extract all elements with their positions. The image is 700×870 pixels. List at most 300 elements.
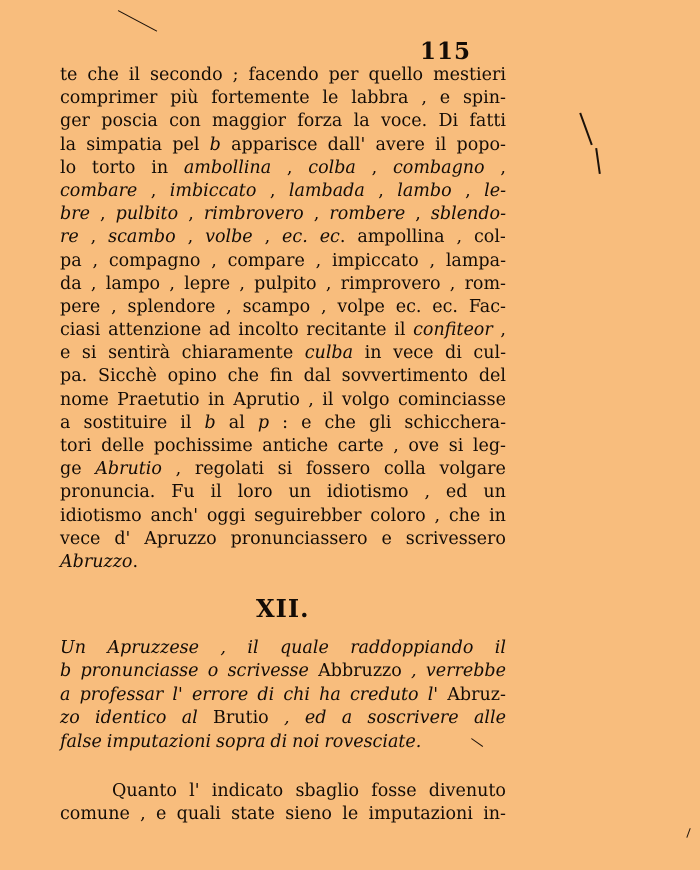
word-part: p: [257, 412, 270, 433]
word-part: cul-: [473, 343, 506, 364]
word-part: ,: [264, 227, 271, 248]
word: [204, 203, 304, 226]
word-part: regolati: [194, 459, 264, 480]
word: [229, 412, 245, 435]
word: [342, 365, 468, 388]
word-part: combagno: [393, 157, 485, 178]
word: [140, 803, 146, 826]
word-part: ,: [378, 180, 384, 201]
word: [292, 731, 319, 754]
word: [457, 134, 506, 157]
word: [434, 505, 440, 528]
body-paragraph-continued: [60, 780, 506, 826]
word: [341, 273, 441, 296]
word-part: Di: [438, 111, 459, 132]
word-part: al: [228, 412, 245, 433]
word-part: mestieri: [433, 65, 506, 85]
text-line: [60, 180, 506, 203]
word-part: volbe: [205, 227, 253, 248]
word-part: che: [448, 505, 481, 526]
word: [445, 342, 462, 365]
word-part: gli: [368, 412, 392, 433]
word-part: sieno: [285, 804, 332, 825]
word-part: un: [288, 482, 312, 503]
word-part: poscia: [101, 111, 158, 132]
word-part: ,: [111, 296, 117, 317]
word-part: comprimer: [60, 88, 158, 109]
text-line: [60, 637, 506, 660]
word: [249, 64, 319, 87]
text-line: [60, 226, 506, 249]
text-line: [60, 707, 506, 730]
section-summary: [60, 637, 506, 754]
word-part: ,: [239, 273, 245, 294]
word: [107, 637, 199, 660]
word-part: raddoppiando: [350, 638, 474, 658]
word-part: ha: [319, 684, 341, 705]
word: [354, 110, 370, 133]
word: [326, 273, 332, 296]
text-line: [60, 250, 506, 273]
word-part: incolto: [238, 320, 299, 341]
word-part: ,: [411, 661, 417, 682]
text-line: [60, 296, 506, 319]
word-part: idiotismo: [326, 482, 409, 503]
word: [473, 342, 506, 365]
text-line: [60, 87, 506, 110]
word-part: identico: [95, 708, 167, 729]
word-part: lampa-: [445, 250, 506, 271]
word-part: ,: [187, 227, 194, 248]
word: [211, 250, 217, 273]
word-part: più: [170, 88, 199, 109]
word-part: rom-: [464, 273, 506, 294]
word-part: sopra: [216, 731, 266, 752]
word: [327, 481, 409, 504]
text-line: [60, 731, 506, 754]
word: [154, 435, 253, 458]
word: [176, 458, 182, 481]
word-part: fortemente: [211, 88, 310, 109]
word: [440, 87, 450, 110]
word: [396, 296, 422, 319]
word: [265, 226, 271, 249]
word: [60, 157, 76, 180]
word-part: secondo: [149, 65, 223, 85]
word: [316, 250, 322, 273]
word: [87, 64, 118, 87]
word-part: vece: [60, 528, 101, 549]
word: [342, 803, 358, 826]
word-part: zo: [60, 708, 80, 729]
word-part: sostituire: [83, 412, 168, 433]
word-part: ,: [325, 273, 332, 294]
word: [216, 731, 266, 754]
word-part: scrivesse: [227, 661, 309, 682]
word-part: lo: [60, 157, 77, 178]
word: [80, 660, 198, 683]
word: [295, 780, 359, 803]
word: [60, 528, 100, 551]
word: [82, 342, 97, 365]
text-line: [60, 528, 506, 551]
word-part: ,: [371, 157, 378, 178]
word: [211, 87, 309, 110]
word-part: attenzione: [108, 320, 202, 341]
word-part: in: [489, 505, 506, 526]
word: [381, 528, 391, 551]
word: [192, 684, 248, 707]
word: [60, 505, 142, 528]
word-part: ec.: [282, 227, 308, 248]
word: [305, 707, 327, 730]
text-line: [60, 319, 506, 342]
word-part: Apruzzo: [144, 528, 217, 549]
word-part: ,: [169, 273, 175, 294]
word: [435, 134, 446, 157]
word-part: re: [60, 227, 79, 248]
word: [60, 250, 82, 273]
word-part: forza: [297, 111, 343, 132]
word: [195, 458, 264, 481]
word: [220, 637, 226, 660]
word-part: ec: [319, 227, 340, 248]
word: [337, 296, 385, 319]
word-part: scampo: [242, 296, 311, 317]
text-line: [60, 365, 506, 388]
word-part: col-: [474, 227, 506, 248]
word-part: torto: [91, 157, 136, 178]
word: [60, 319, 100, 342]
word: [357, 226, 444, 249]
word: [474, 226, 506, 249]
word-part: indicato: [211, 781, 284, 801]
word-part: pulbito: [115, 204, 179, 225]
word: [350, 637, 473, 660]
word: [262, 435, 328, 458]
word-part: comune: [60, 804, 130, 825]
word: [189, 780, 199, 803]
word-part: .: [339, 227, 346, 248]
word: [60, 296, 100, 319]
word-part: Quanto: [112, 781, 177, 801]
word-part: simpatia: [86, 134, 163, 155]
word-part: state: [231, 804, 275, 825]
word: [86, 134, 162, 157]
word-part: ,: [424, 482, 431, 503]
word: [182, 342, 294, 365]
word: [101, 435, 144, 458]
word: [428, 684, 438, 707]
word: [308, 157, 356, 180]
word: [321, 296, 327, 319]
word-part: imputazioni: [106, 731, 212, 752]
word-part: ,: [188, 204, 194, 225]
text-line: [60, 110, 506, 133]
word: [212, 110, 286, 133]
word: [169, 273, 175, 296]
word-part: che: [87, 65, 119, 85]
word-part: seguirebber: [254, 505, 362, 526]
word-part: antiche: [262, 436, 329, 456]
word: [257, 684, 274, 707]
word-part: per: [328, 65, 359, 85]
word-part: scambo: [108, 227, 176, 248]
word-part: Brutio: [213, 708, 269, 729]
word-part: pronuncia.: [60, 482, 156, 503]
word-part: di: [257, 684, 275, 705]
word-part: ec.: [432, 296, 458, 317]
word: [393, 435, 399, 458]
word-part: sblendo-: [430, 204, 506, 225]
text-line: [60, 684, 506, 707]
word: [378, 180, 384, 203]
word: [371, 780, 416, 803]
word-part: il: [210, 482, 222, 503]
word-part: rovesciate.: [324, 731, 422, 752]
word-part: del: [478, 366, 506, 387]
word-part: apparisce: [231, 134, 318, 155]
word-part: coloro: [370, 505, 426, 526]
word-part: in-: [483, 804, 506, 825]
word: [381, 110, 427, 133]
word: [169, 110, 201, 133]
word-part: dall': [327, 134, 366, 155]
word: [322, 389, 333, 412]
word: [393, 342, 433, 365]
word: [188, 203, 194, 226]
word-part: popo-: [456, 134, 506, 155]
word-part: sbaglio: [295, 781, 360, 801]
page-number: 115: [420, 38, 472, 65]
word: [280, 637, 329, 660]
word: [108, 319, 201, 342]
text-line: [60, 273, 506, 296]
word-part: leg-: [472, 436, 506, 456]
word: [207, 505, 246, 528]
word-part: ,: [429, 250, 436, 271]
word-part: ,: [308, 389, 314, 410]
word: [376, 134, 425, 157]
word: [424, 481, 430, 504]
word: [449, 435, 464, 458]
word-part: verrebbe: [425, 661, 506, 682]
word-part: Abruz-: [447, 684, 506, 705]
word-part: o: [207, 661, 219, 682]
word-part: pa: [60, 250, 82, 271]
section-heading: XII.: [256, 594, 310, 623]
word-part: combare: [60, 180, 138, 201]
word-part: pulpito: [254, 273, 317, 294]
word: [432, 296, 458, 319]
word: [60, 660, 71, 683]
word-part: ambollina: [183, 157, 272, 178]
word: [117, 389, 199, 412]
word-part: pa.: [60, 366, 88, 387]
word-part: ,: [465, 180, 471, 201]
text-line: [60, 660, 506, 683]
word: [114, 528, 130, 551]
word: [393, 157, 485, 180]
word-part: in: [207, 389, 225, 410]
word: [473, 435, 506, 458]
word: [369, 803, 473, 826]
word-part: opino: [167, 366, 217, 387]
word: [108, 342, 170, 365]
word-part: ,: [286, 157, 293, 178]
word-part: ed: [445, 482, 468, 503]
word-part: un: [483, 482, 506, 503]
word-part: spin-: [462, 88, 506, 109]
word-part: volgo: [341, 389, 390, 410]
scan-mark: [579, 113, 592, 145]
word: [398, 389, 506, 412]
word-part: Abbruzzo: [318, 661, 402, 682]
word-part: ,: [456, 227, 463, 248]
word-part: ed: [304, 708, 327, 729]
word-part: il: [247, 638, 259, 658]
word-part: te: [60, 65, 78, 85]
word: [205, 412, 216, 435]
word-part: Sicchè: [98, 366, 157, 387]
word: [367, 707, 458, 730]
word-part: ,: [140, 804, 146, 825]
word: [226, 296, 232, 319]
word-part: in: [151, 157, 169, 178]
word: [384, 458, 426, 481]
word: [297, 110, 342, 133]
word: [209, 319, 231, 342]
word-part: labbra: [351, 88, 409, 109]
word-part: il: [322, 389, 334, 410]
word: [116, 203, 178, 226]
text-line: [60, 551, 506, 574]
word: [95, 707, 166, 730]
word: [112, 780, 177, 803]
word: [60, 435, 92, 458]
word: [188, 226, 194, 249]
word-part: Abruzzo: [60, 551, 133, 572]
word: [322, 87, 338, 110]
word-part: le-: [484, 180, 506, 201]
word-part: chiaramente: [181, 343, 294, 364]
word-part: Fac-: [468, 296, 506, 317]
word: [406, 528, 506, 551]
word: [111, 296, 117, 319]
word-part: ;: [232, 65, 239, 85]
word: [60, 110, 90, 133]
word: [238, 319, 298, 342]
word: [210, 481, 221, 504]
word-part: chi: [283, 684, 311, 705]
word: [150, 505, 198, 528]
word: [60, 412, 70, 435]
word-part: lambada: [288, 180, 365, 201]
word: [394, 319, 405, 342]
word: [101, 110, 158, 133]
text-line: [60, 157, 506, 180]
word-part: l': [172, 684, 183, 705]
word-part: idiotismo: [60, 505, 142, 526]
word: [172, 134, 199, 157]
word: [60, 180, 137, 203]
scan-mark: [686, 828, 691, 838]
word-part: con: [169, 111, 201, 132]
word-part: b: [60, 661, 72, 682]
word: [278, 458, 293, 481]
word: [95, 458, 162, 481]
word-part: lepre: [184, 273, 231, 294]
word-part: soscrivere: [367, 708, 459, 729]
word-part: fossero: [305, 459, 371, 480]
word-part: ,: [421, 88, 427, 109]
word: [365, 342, 382, 365]
word: [306, 319, 386, 342]
word-part: imbiccato: [169, 180, 257, 201]
word-part: rombere: [329, 204, 406, 225]
word: [205, 226, 253, 249]
word-part: carte: [337, 436, 384, 456]
word: [60, 684, 70, 707]
word-part: fin: [269, 366, 293, 387]
word: [483, 803, 506, 826]
word: [320, 226, 346, 249]
word: [170, 180, 257, 203]
word: [351, 87, 408, 110]
word: [151, 157, 168, 180]
word-part: ,: [415, 204, 421, 225]
word-part: ,: [90, 227, 97, 248]
text-line: [60, 203, 506, 226]
word: [83, 412, 167, 435]
word-part: maggior: [212, 111, 286, 132]
word: [106, 273, 160, 296]
word-part: loro: [237, 482, 273, 503]
word-part: ge: [60, 459, 82, 480]
word-part: .: [132, 551, 139, 572]
word-part: avere: [375, 134, 425, 155]
word: [91, 273, 97, 296]
word-part: anch': [150, 505, 199, 526]
word: [324, 412, 355, 435]
word-part: recitante: [306, 320, 387, 341]
word-part: Un: [60, 638, 87, 658]
word: [283, 684, 310, 707]
word: [465, 180, 471, 203]
word-part: la: [353, 111, 370, 132]
word-part: ,: [220, 638, 226, 658]
word: [243, 296, 311, 319]
word: [304, 365, 331, 388]
word-part: compare: [227, 250, 305, 271]
word-part: fosse: [371, 781, 417, 801]
text-line: [60, 342, 506, 365]
word: [150, 64, 223, 87]
word-part: e: [301, 412, 312, 433]
word: [429, 780, 506, 803]
word-part: il: [180, 412, 192, 433]
word-part: ,: [269, 180, 276, 201]
word: [446, 250, 506, 273]
word-part: sovvertimento: [341, 366, 469, 387]
word-part: pel: [172, 134, 200, 155]
word-part: lambo: [397, 180, 452, 201]
word-part: confiteor: [413, 320, 493, 341]
word-part: l': [189, 781, 200, 801]
word: [170, 87, 198, 110]
text-line: [60, 412, 506, 435]
word-part: facendo: [248, 65, 319, 85]
